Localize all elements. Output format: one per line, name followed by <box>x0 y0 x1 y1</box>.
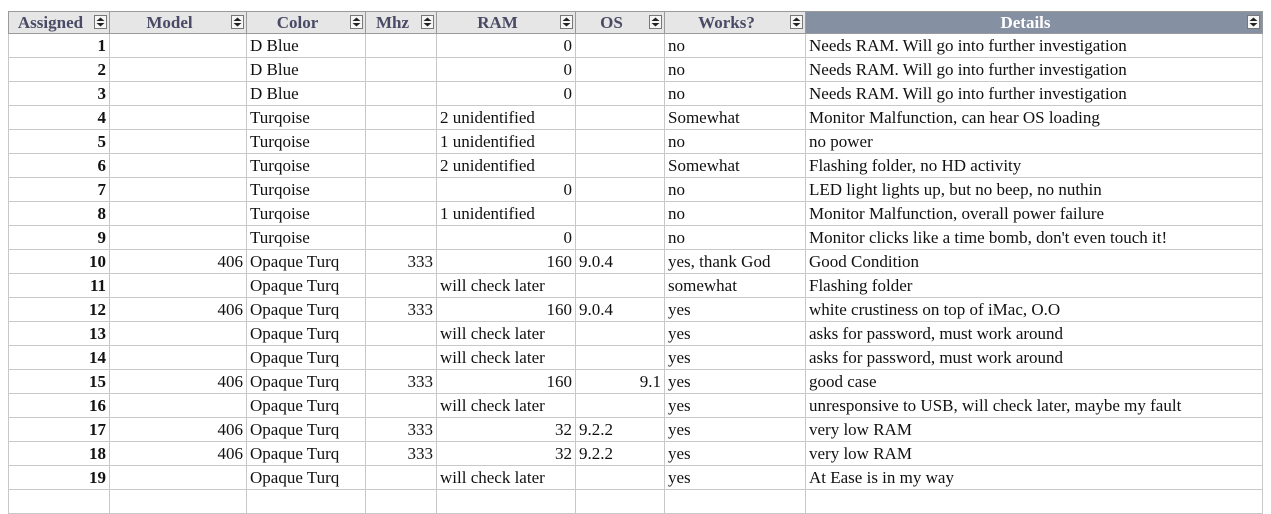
cell-os[interactable] <box>576 346 665 370</box>
table-row <box>9 130 1263 154</box>
cell-details[interactable]: LED light lights up, but no beep, no nuthin <box>806 178 1263 202</box>
column-header-model[interactable] <box>110 12 247 34</box>
cell-model[interactable] <box>110 202 247 226</box>
cell-ram[interactable]: 0 <box>437 178 576 202</box>
cell-model[interactable]: 406 <box>110 370 247 394</box>
filter-dropdown-icon[interactable] <box>790 15 803 29</box>
table-row <box>9 106 1263 130</box>
cell-color[interactable]: D Blue <box>247 34 366 58</box>
cell-color[interactable]: Opaque Turq <box>247 394 366 418</box>
cell-assigned[interactable]: 17 <box>9 418 110 442</box>
cell-os[interactable]: 9.1 <box>576 370 665 394</box>
filter-dropdown-icon[interactable] <box>350 15 363 29</box>
table-row <box>9 178 1263 202</box>
cell-os[interactable] <box>576 82 665 106</box>
cell-works[interactable]: no <box>665 34 806 58</box>
cell-os[interactable] <box>576 490 665 514</box>
cell-os[interactable] <box>576 274 665 298</box>
cell-assigned[interactable]: 18 <box>9 442 110 466</box>
cell-color[interactable]: Opaque Turq <box>247 274 366 298</box>
cell-works[interactable]: yes <box>665 394 806 418</box>
cell-color[interactable]: D Blue <box>247 58 366 82</box>
cell-assigned[interactable]: 11 <box>9 274 110 298</box>
cell-works[interactable]: no <box>665 178 806 202</box>
cell-works[interactable]: no <box>665 202 806 226</box>
cell-ram[interactable]: 160 <box>437 298 576 322</box>
cell-color[interactable]: Turqoise <box>247 202 366 226</box>
cell-mhz[interactable] <box>366 58 437 82</box>
cell-mhz[interactable] <box>366 178 437 202</box>
cell-works[interactable]: no <box>665 130 806 154</box>
table-row <box>9 82 1263 106</box>
cell-ram[interactable]: 1 unidentified <box>437 202 576 226</box>
cell-details[interactable]: Good Condition <box>806 250 1263 274</box>
cell-model[interactable] <box>110 346 247 370</box>
cell-ram[interactable]: will check later <box>437 394 576 418</box>
cell-color[interactable]: Opaque Turq <box>247 322 366 346</box>
cell-works[interactable]: yes <box>665 418 806 442</box>
cell-works[interactable]: yes <box>665 370 806 394</box>
table-row <box>9 346 1263 370</box>
cell-os[interactable]: 9.2.2 <box>576 418 665 442</box>
table-row <box>9 322 1263 346</box>
filter-dropdown-icon[interactable] <box>421 15 434 29</box>
cell-details[interactable]: At Ease is in my way <box>806 466 1263 490</box>
cell-color[interactable]: Turqoise <box>247 154 366 178</box>
cell-ram[interactable]: 2 unidentified <box>437 154 576 178</box>
cell-color[interactable]: Turqoise <box>247 226 366 250</box>
cell-color[interactable]: Opaque Turq <box>247 418 366 442</box>
cell-assigned[interactable]: 10 <box>9 250 110 274</box>
table-row <box>9 202 1263 226</box>
cell-os[interactable] <box>576 178 665 202</box>
cell-details[interactable]: very low RAM <box>806 418 1263 442</box>
cell-model[interactable] <box>110 130 247 154</box>
cell-ram[interactable]: 32 <box>437 442 576 466</box>
cell-mhz[interactable] <box>366 154 437 178</box>
cell-details[interactable]: asks for password, must work around <box>806 322 1263 346</box>
table-row <box>9 394 1263 418</box>
column-header-ram[interactable] <box>437 12 576 34</box>
cell-os[interactable] <box>576 202 665 226</box>
table-row <box>9 226 1263 250</box>
column-header-label: Mhz <box>375 13 410 32</box>
cell-assigned[interactable]: 19 <box>9 466 110 490</box>
cell-details[interactable]: Monitor clicks like a time bomb, don't even touch it! <box>806 226 1263 250</box>
table-row <box>9 370 1263 394</box>
cell-mhz[interactable] <box>366 274 437 298</box>
cell-color[interactable]: Opaque Turq <box>247 298 366 322</box>
column-header-works[interactable] <box>665 12 806 34</box>
cell-details[interactable]: white crustiness on top of iMac, O.O <box>806 298 1263 322</box>
cell-details[interactable]: good case <box>806 370 1263 394</box>
cell-ram[interactable]: 2 unidentified <box>437 106 576 130</box>
cell-details[interactable]: Monitor Malfunction, overall power failure <box>806 202 1263 226</box>
cell-color[interactable]: Opaque Turq <box>247 370 366 394</box>
table-row <box>9 466 1263 490</box>
cell-os[interactable]: 9.2.2 <box>576 442 665 466</box>
cell-works[interactable]: no <box>665 82 806 106</box>
cell-works[interactable]: yes <box>665 442 806 466</box>
cell-os[interactable] <box>576 466 665 490</box>
cell-model[interactable] <box>110 466 247 490</box>
column-header-label: OS <box>600 13 623 32</box>
cell-works[interactable]: somewhat <box>665 274 806 298</box>
cell-works[interactable]: yes, thank God <box>665 250 806 274</box>
cell-ram[interactable]: 32 <box>437 418 576 442</box>
cell-details[interactable]: Flashing folder, no HD activity <box>806 154 1263 178</box>
table-row <box>9 58 1263 82</box>
cell-model[interactable]: 406 <box>110 442 247 466</box>
cell-assigned[interactable]: 13 <box>9 322 110 346</box>
cell-details[interactable]: Flashing folder <box>806 274 1263 298</box>
cell-os[interactable] <box>576 226 665 250</box>
cell-mhz[interactable]: 333 <box>366 298 437 322</box>
cell-ram[interactable] <box>437 490 576 514</box>
cell-model[interactable] <box>110 394 247 418</box>
cell-model[interactable]: 406 <box>110 418 247 442</box>
cell-details[interactable] <box>806 490 1263 514</box>
cell-model[interactable]: 406 <box>110 298 247 322</box>
cell-os[interactable] <box>576 58 665 82</box>
cell-color[interactable]: D Blue <box>247 82 366 106</box>
cell-details[interactable]: Monitor Malfunction, can hear OS loading <box>806 106 1263 130</box>
cell-assigned[interactable]: 3 <box>9 82 110 106</box>
cell-model[interactable] <box>110 58 247 82</box>
filter-dropdown-icon[interactable] <box>1247 15 1260 29</box>
table-row <box>9 154 1263 178</box>
table-row <box>9 298 1263 322</box>
cell-assigned[interactable]: 9 <box>9 226 110 250</box>
column-header-label: Color <box>276 13 319 32</box>
cell-mhz[interactable] <box>366 490 437 514</box>
cell-works[interactable] <box>665 490 806 514</box>
cell-mhz[interactable]: 333 <box>366 442 437 466</box>
cell-works[interactable]: Somewhat <box>665 154 806 178</box>
cell-details[interactable]: Needs RAM. Will go into further investigation <box>806 58 1263 82</box>
cell-color[interactable]: Opaque Turq <box>247 346 366 370</box>
cell-os[interactable] <box>576 34 665 58</box>
cell-color[interactable]: Turqoise <box>247 130 366 154</box>
cell-mhz[interactable] <box>366 106 437 130</box>
cell-assigned[interactable]: 7 <box>9 178 110 202</box>
cell-details[interactable]: Needs RAM. Will go into further investigation <box>806 34 1263 58</box>
cell-mhz[interactable] <box>366 466 437 490</box>
header-row <box>9 12 1263 34</box>
column-header-label: Works? <box>698 13 755 32</box>
cell-assigned[interactable]: 1 <box>9 34 110 58</box>
cell-details[interactable]: unresponsive to USB, will check later, maybe my fault <box>806 394 1263 418</box>
cell-color[interactable]: Opaque Turq <box>247 250 366 274</box>
cell-os[interactable] <box>576 130 665 154</box>
cell-color[interactable]: Opaque Turq <box>247 466 366 490</box>
cell-details[interactable]: Needs RAM. Will go into further investigation <box>806 82 1263 106</box>
cell-ram[interactable]: 160 <box>437 370 576 394</box>
cell-works[interactable]: yes <box>665 322 806 346</box>
cell-assigned[interactable]: 4 <box>9 106 110 130</box>
cell-model[interactable] <box>110 178 247 202</box>
cell-works[interactable]: yes <box>665 346 806 370</box>
table-row <box>9 274 1263 298</box>
cell-mhz[interactable] <box>366 322 437 346</box>
cell-model[interactable] <box>110 322 247 346</box>
cell-os[interactable]: 9.0.4 <box>576 250 665 274</box>
cell-mhz[interactable] <box>366 394 437 418</box>
cell-model[interactable] <box>110 34 247 58</box>
table-row <box>9 34 1263 58</box>
cell-mhz[interactable] <box>366 202 437 226</box>
table-row <box>9 418 1263 442</box>
cell-mhz[interactable] <box>366 346 437 370</box>
cell-assigned[interactable]: 8 <box>9 202 110 226</box>
cell-assigned[interactable]: 12 <box>9 298 110 322</box>
cell-color[interactable]: Opaque Turq <box>247 442 366 466</box>
cell-works[interactable]: yes <box>665 298 806 322</box>
column-header-label: Model <box>146 13 193 32</box>
cell-os[interactable]: 9.0.4 <box>576 298 665 322</box>
cell-ram[interactable]: 0 <box>437 226 576 250</box>
cell-ram[interactable]: will check later <box>437 274 576 298</box>
filter-dropdown-icon[interactable] <box>560 15 573 29</box>
table-row <box>9 250 1263 274</box>
filter-dropdown-icon[interactable] <box>231 15 244 29</box>
column-header-label: Assigned <box>17 13 84 32</box>
cell-assigned[interactable]: 15 <box>9 370 110 394</box>
cell-ram[interactable]: 0 <box>437 82 576 106</box>
cell-model[interactable] <box>110 106 247 130</box>
table-row <box>9 442 1263 466</box>
cell-mhz[interactable] <box>366 130 437 154</box>
cell-os[interactable] <box>576 394 665 418</box>
column-header-label: RAM <box>477 13 518 32</box>
cell-assigned[interactable]: 6 <box>9 154 110 178</box>
cell-mhz[interactable]: 333 <box>366 418 437 442</box>
cell-ram[interactable]: 0 <box>437 34 576 58</box>
cell-model[interactable] <box>110 226 247 250</box>
cell-details[interactable]: asks for password, must work around <box>806 346 1263 370</box>
column-header-os[interactable] <box>576 12 665 34</box>
cell-mhz[interactable]: 333 <box>366 250 437 274</box>
column-header-mhz[interactable] <box>366 12 437 34</box>
cell-mhz[interactable] <box>366 226 437 250</box>
column-header-color[interactable] <box>247 12 366 34</box>
cell-assigned[interactable] <box>9 490 110 514</box>
spreadsheet-table <box>8 11 1263 514</box>
cell-model[interactable] <box>110 490 247 514</box>
cell-model[interactable] <box>110 274 247 298</box>
cell-mhz[interactable] <box>366 34 437 58</box>
cell-works[interactable]: no <box>665 226 806 250</box>
cell-details[interactable]: very low RAM <box>806 442 1263 466</box>
cell-os[interactable] <box>576 322 665 346</box>
cell-assigned[interactable]: 16 <box>9 394 110 418</box>
cell-mhz[interactable]: 333 <box>366 370 437 394</box>
cell-ram[interactable]: will check later <box>437 322 576 346</box>
cell-model[interactable]: 406 <box>110 250 247 274</box>
column-header-details[interactable] <box>806 12 1263 34</box>
table-body <box>9 34 1263 514</box>
cell-assigned[interactable]: 2 <box>9 58 110 82</box>
cell-details[interactable]: no power <box>806 130 1263 154</box>
cell-assigned[interactable]: 5 <box>9 130 110 154</box>
filter-dropdown-icon[interactable] <box>94 15 107 29</box>
cell-ram[interactable]: 0 <box>437 58 576 82</box>
cell-works[interactable]: Somewhat <box>665 106 806 130</box>
column-header-label: Details <box>1000 13 1051 32</box>
cell-ram[interactable]: 1 unidentified <box>437 130 576 154</box>
cell-color[interactable] <box>247 490 366 514</box>
cell-ram[interactable]: will check later <box>437 466 576 490</box>
cell-color[interactable]: Turqoise <box>247 106 366 130</box>
filter-dropdown-icon[interactable] <box>649 15 662 29</box>
cell-os[interactable] <box>576 106 665 130</box>
cell-os[interactable] <box>576 154 665 178</box>
cell-mhz[interactable] <box>366 82 437 106</box>
table-row <box>9 490 1263 514</box>
cell-model[interactable] <box>110 82 247 106</box>
cell-ram[interactable]: will check later <box>437 346 576 370</box>
cell-ram[interactable]: 160 <box>437 250 576 274</box>
column-header-assigned[interactable] <box>9 12 110 34</box>
cell-assigned[interactable]: 14 <box>9 346 110 370</box>
cell-model[interactable] <box>110 154 247 178</box>
cell-works[interactable]: no <box>665 58 806 82</box>
cell-color[interactable]: Turqoise <box>247 178 366 202</box>
cell-works[interactable]: yes <box>665 466 806 490</box>
